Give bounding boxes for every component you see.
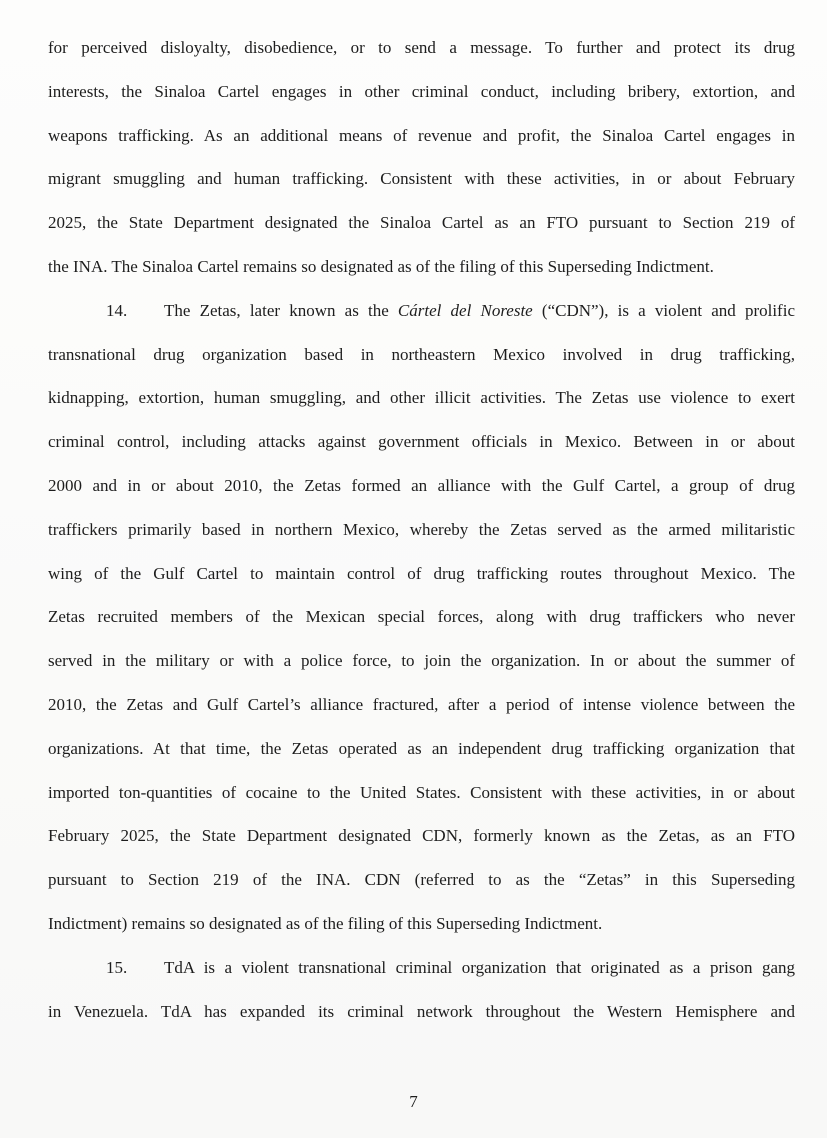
paragraph-number: 14. (106, 300, 128, 320)
text-line: traffickers primarily based in northern Mexico, whereby the Zetas served as the armed militaristic (48, 519, 795, 539)
paragraph-14-first-line (48, 289, 795, 333)
organization-name-italic: Cártel del Noreste (397, 300, 533, 320)
text-line: kidnapping, extortion, human smuggling, and other illicit activities. The Zetas use violence to exert (48, 388, 795, 408)
text-line: interests, the Sinaloa Cartel engages in other criminal conduct, including bribery, extortion, and (48, 81, 795, 101)
lead-text: (“CDN”), is a violent and prolific (532, 300, 795, 320)
text-line: Zetas recruited members of the Mexican special forces, along with drug traffickers who never (48, 607, 795, 627)
page-number: 7 (409, 1092, 418, 1111)
text-line: 2000 and in or about 2010, the Zetas formed an alliance with the Gulf Cartel, a group of drug (48, 475, 795, 495)
text-line: 2025, the State Department designated the Sinaloa Cartel as an FTO pursuant to Section 219 of (48, 213, 795, 233)
text-line: for perceived disloyalty, disobedience, or to send a message. To further and protect its drug (48, 38, 795, 57)
text-line: pursuant to Section 219 of the INA. CDN (referred to as the “Zetas” in this Superseding (48, 870, 795, 890)
paragraph-15-first-line (48, 946, 795, 990)
text-line: migrant smuggling and human trafficking. Consistent with these activities, in or about February (48, 169, 795, 189)
text-line: 2010, the Zetas and Gulf Cartel’s alliance fractured, after a period of intense violence between the (48, 694, 795, 714)
text-line: imported ton-quantities of cocaine to the United States. Consistent with these activities, in or about (48, 782, 795, 802)
paragraph-number: 15. (106, 957, 128, 977)
text-line: wing of the Gulf Cartel to maintain control of drug trafficking routes throughout Mexico. The (48, 563, 795, 583)
lead-text: The Zetas, later known as the (164, 300, 398, 320)
text-line: Indictment) remains so designated as of the filing of this Superseding Indictment. (48, 913, 603, 933)
text-line: served in the military or with a police force, to join the organization. In or about the summer of (48, 651, 795, 671)
text-line: criminal control, including attacks against government officials in Mexico. Between in or about (48, 432, 795, 452)
text-line: February 2025, the State Department designated CDN, formerly known as the Zetas, as an FTO (48, 826, 795, 846)
paragraph-lead (48, 289, 795, 333)
text-line: organizations. At that time, the Zetas operated as an independent drug trafficking organization that (48, 738, 795, 758)
text-line: transnational drug organization based in northeastern Mexico involved in drug trafficking, (48, 344, 795, 364)
text-line: weapons trafficking. As an additional means of revenue and profit, the Sinaloa Cartel engages in (48, 125, 795, 145)
paragraph-lead: TdA is a violent transnational criminal organization that originated as a prison gang (164, 957, 795, 977)
text-line: in Venezuela. TdA has expanded its criminal network throughout the Western Hemisphere and (48, 1001, 795, 1021)
body-text (48, 26, 795, 1033)
text-line: the INA. The Sinaloa Cartel remains so designated as of the filing of this Superseding Indictment. (48, 256, 714, 276)
